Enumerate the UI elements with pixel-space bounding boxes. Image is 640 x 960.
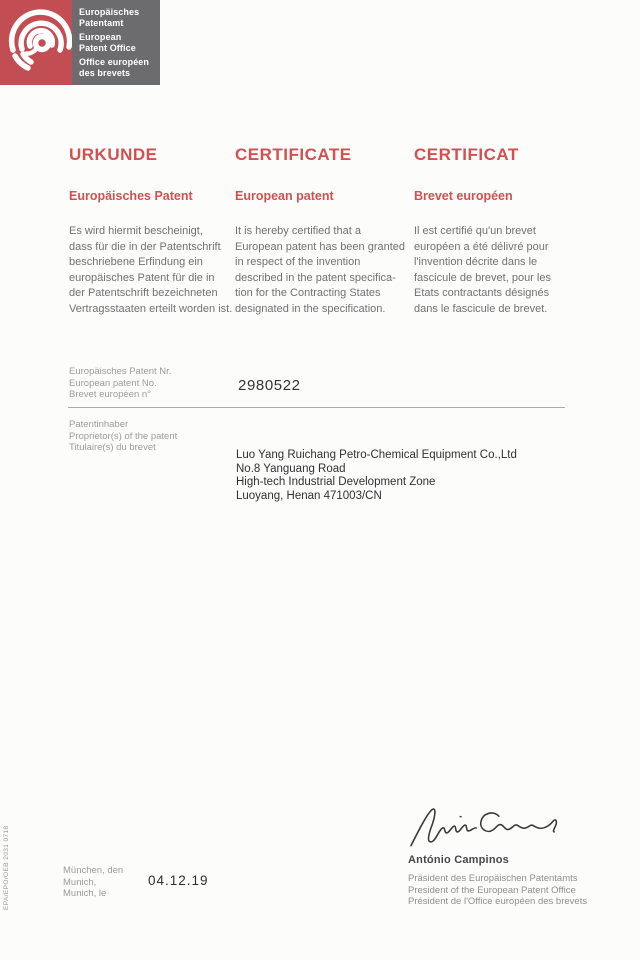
body-de-line: der Patentschrift bezeichneten — [69, 287, 218, 299]
body-en-line: described in the patent specifica- — [235, 271, 396, 284]
place-label-de: München, den — [63, 865, 124, 876]
proprietor-address — [236, 449, 517, 503]
body-de-line: Vertragsstaaten erteilt worden ist. — [69, 302, 233, 315]
body-english — [235, 224, 405, 317]
body-german — [69, 224, 233, 317]
address-zone: High-tech Industrial Development Zone — [236, 476, 436, 488]
signer-title-en: President of the European Patent Office — [408, 884, 576, 896]
signature-antonio-campinos-icon — [408, 804, 566, 852]
org-name-fr-line2: des brevets — [79, 67, 131, 78]
address-company: Luo Yang Ruichang Petro-Chemical Equipment Co.,Ltd — [236, 449, 517, 461]
signer-titles — [408, 873, 588, 908]
form-code-vertical: EPA/EPO/OEB 2031 0718 — [3, 825, 10, 910]
body-fr-line: dans le fascicule de brevet. — [414, 302, 548, 315]
place-label-fr: Munich, le — [63, 888, 107, 899]
org-name-en-line2: Patent Office — [79, 42, 136, 53]
org-name-en — [79, 32, 156, 53]
subtitle-europaeisches-patent: Europäisches Patent — [69, 189, 193, 203]
title-certificate: CERTIFICATE — [235, 145, 352, 164]
org-name-fr-line1: Office européen — [79, 57, 150, 67]
address-street: No.8 Yanguang Road — [236, 462, 346, 475]
body-de-line: europäisches Patent für die in — [69, 271, 215, 284]
patent-number-label-de: Europäisches Patent Nr. — [69, 366, 172, 377]
patent-number-labels — [69, 366, 171, 401]
issue-date: 04.12.19 — [148, 873, 209, 888]
org-name-de-line1: Europäisches — [79, 7, 140, 17]
org-name-de — [79, 7, 156, 28]
column-french — [414, 146, 580, 317]
org-name-en-line1: European — [79, 32, 122, 42]
body-en-line: European patent has been granted — [235, 240, 406, 253]
title-certificat: CERTIFICAT — [414, 145, 519, 164]
column-english — [235, 146, 405, 317]
body-fr-line: européen a été délivré pour — [414, 240, 549, 253]
body-fr-line: fascicule de brevet, pour les — [414, 271, 551, 284]
body-en-line: It is hereby certified that a — [235, 225, 361, 237]
body-en-line: designated in the specification. — [235, 302, 386, 315]
org-name-de-line2: Patentamt — [79, 17, 124, 28]
signer-title-de: Präsident des Europäischen Patentamts — [408, 873, 578, 884]
body-de-line: dass für die in der Patentschrift — [69, 240, 221, 253]
body-en-line: in respect of the invention — [235, 256, 361, 268]
patent-number-label-fr: Brevet européen n° — [69, 389, 151, 400]
body-en-line: tion for the Contracting States — [235, 287, 381, 299]
body-fr-line: Il est certifié qu'un brevet — [414, 225, 536, 237]
epo-org-names — [72, 0, 160, 85]
address-city: Luoyang, Henan 471003/CN — [236, 489, 382, 502]
place-label-en: Munich, — [63, 876, 97, 888]
signer-title-fr: Président de l'Office européen des brevets — [408, 896, 588, 907]
body-fr-line: Etats contractants désignés — [414, 287, 550, 299]
subtitle-brevet-europeen: Brevet européen — [414, 189, 513, 203]
body-de-line: beschriebene Erfindung ein — [69, 256, 203, 268]
body-fr-line: l'invention décrite dans le — [414, 256, 538, 268]
patent-number-label-en: European patent No. — [69, 377, 157, 389]
signature-block — [408, 804, 588, 908]
body-de-line: Es wird hiermit bescheinigt, — [69, 225, 203, 237]
column-german — [69, 146, 233, 317]
title-urkunde: URKUNDE — [69, 145, 158, 164]
horizontal-rule — [68, 407, 565, 408]
body-french — [414, 224, 580, 317]
place-labels — [63, 865, 123, 900]
proprietor-label-en: Proprietor(s) of the patent — [69, 430, 178, 442]
proprietor-labels — [69, 419, 177, 454]
subtitle-european-patent: European patent — [235, 189, 334, 203]
signer-name: António Campinos — [408, 854, 509, 866]
proprietor-label-fr: Titulaire(s) du brevet — [69, 442, 156, 453]
patent-number-value: 2980522 — [238, 377, 301, 394]
org-name-fr — [79, 57, 156, 78]
epo-spiral-icon — [0, 0, 72, 85]
epo-logo-mark — [0, 0, 72, 85]
proprietor-label-de: Patentinhaber — [69, 419, 129, 430]
